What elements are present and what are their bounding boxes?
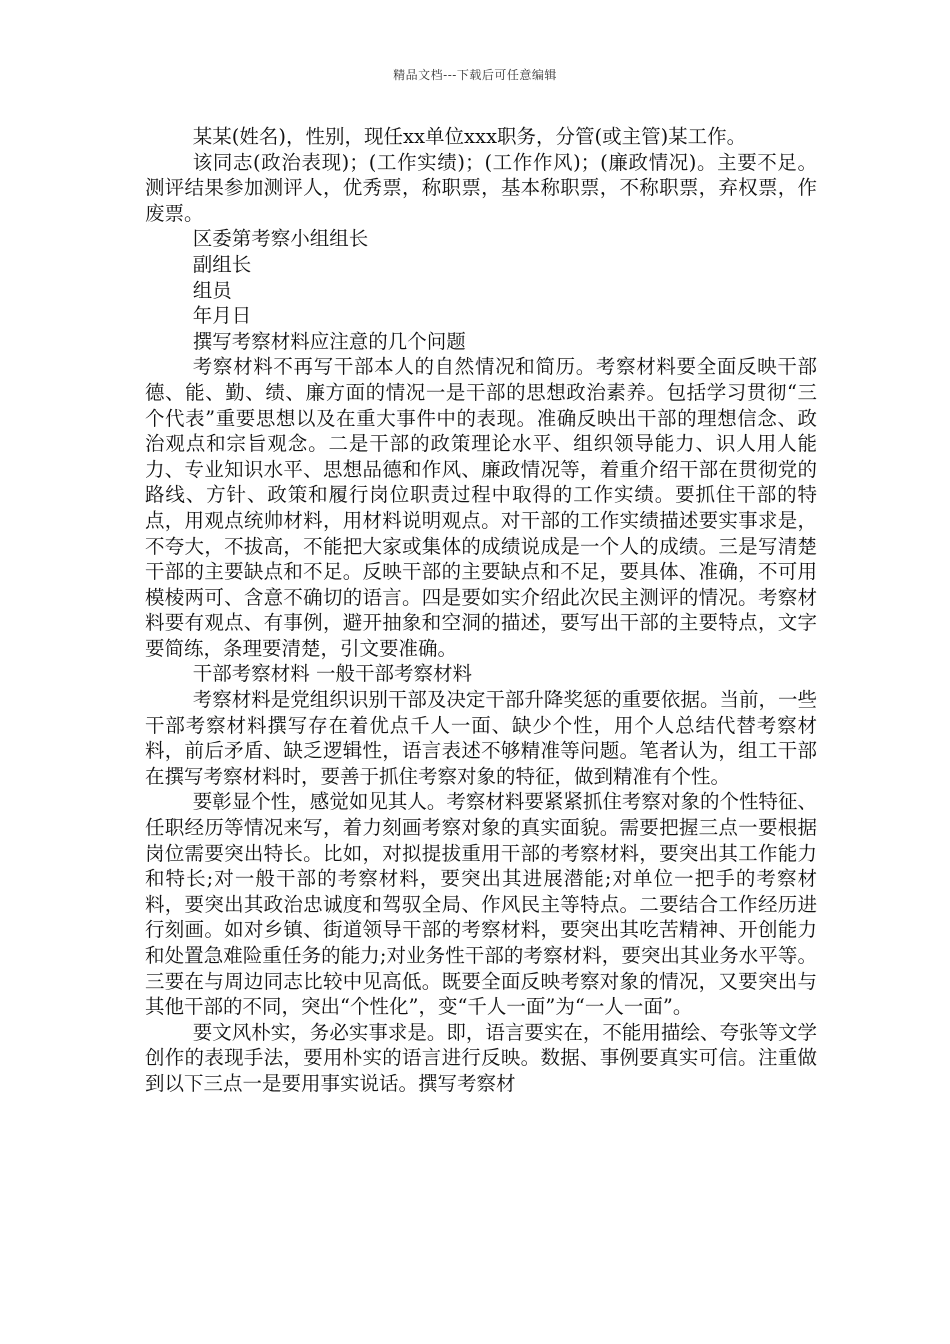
paragraph-materials-importance: 考察材料是党组织识别干部及决定干部升降奖惩的重要依据。当前，一些干部考察材料撰写存在着优点千人一面、缺少个性，用个人总结代替考察材料，前后矛盾、缺乏逻辑性，语言表述不够精准等问题。笔者认为，组工干部在撰写考察材料时，要善于抓住考察对象的特征，做到精准有个性。 [145,688,817,788]
paragraph-evaluation: 该同志(政治表现)；(工作实绩)；(工作作风)；(廉政情况)。主要不足。 测评结果参加测评人，优秀票，称职票，基本称职票，不称职票，弃权票，作废票。 [145,150,817,225]
paragraph-team-leader: 区委第考察小组组长 [192,227,369,251]
paragraph-plain-style: 要文风朴实，务必实事求是。即，语言要实在，不能用描绘、夸张等文学创作的表现手法，要用朴实的语言进行反映。数据、事例要真实可信。注重做到以下三点一是要用事实说话。撰写考察材 [145,1020,817,1095]
paragraph-members: 组员 [192,278,232,302]
paragraph-writing-issues: 考察材料不再写干部本人的自然情况和简历。考察材料要全面反映干部德、能、勤、绩、廉方面的情况一是干部的思想政治素养。包括学习贯彻“三个代表”重要思想以及在重大事件中的表现。准确反映出干部的理想信念、政治观点和宗旨观念。二是干部的政策理论水平、组织领导能力、识人用人能力、专业知识水平、思想品德和作风、廉政情况等，着重介绍干部在贯彻党的路线、方针、政策和履行岗位职责过程中取得的工作实绩。要抓住干部的特点，用观点统帅材料，用材料说明观点。对干部的工作实绩描述要实事求是，不夸大，不拔高，不能把大家或集体的成绩说成是一个人的成绩。三是写清楚干部的主要缺点和不足。反映干部的主要缺点和不足，要具体、准确，不可用模棱两可、含意不确切的语言。四是要如实介绍此次民主测评的情况。考察材料要有观点、有事例，避开抽象和空洞的描述，要写出干部的主要特点，文字要简练，条理要清楚，引文要准确。 [145,355,817,660]
section-heading-cadre-materials: 干部考察材料 一般干部考察材料 [192,662,472,686]
page-header: 精品文档---下载后可任意编辑 [393,68,557,82]
paragraph-show-individuality: 要彰显个性，感觉如见其人。考察材料要紧紧抓住考察对象的个性特征、任职经历等情况来写，着力刻画考察对象的真实面貌。需要把握三点一要根据岗位需要突出特长。比如，对拟提拔重用干部的考察材料，要突出其工作能力和特长;对一般干部的考察材料，要突出其进展潜能;对单位一把手的考察材料，要突出其政治忠诚度和驾驭全局、作风民主等特点。二要结合工作经历进行刻画。如对乡镇、街道领导干部的考察材料，要突出其吃苦精神、开创能力和处置急难险重任务的能力;对业务性干部的考察材料，要突出其业务水平等。三要在与周边同志比较中见高低。既要全面反映考察对象的情况，又要突出与其他干部的不同，突出“个性化”，变“千人一面”为“一人一面”。 [145,790,817,1019]
section-heading-writing-issues: 撰写考察材料应注意的几个问题 [192,329,466,353]
paragraph-deputy-leader: 副组长 [192,252,252,276]
paragraph-date: 年月日 [192,304,252,328]
document-body [145,124,817,1097]
paragraph-intro: 某某(姓名)，性别，现任xx单位xxx职务，分管(或主管)某工作。 [192,125,747,148]
